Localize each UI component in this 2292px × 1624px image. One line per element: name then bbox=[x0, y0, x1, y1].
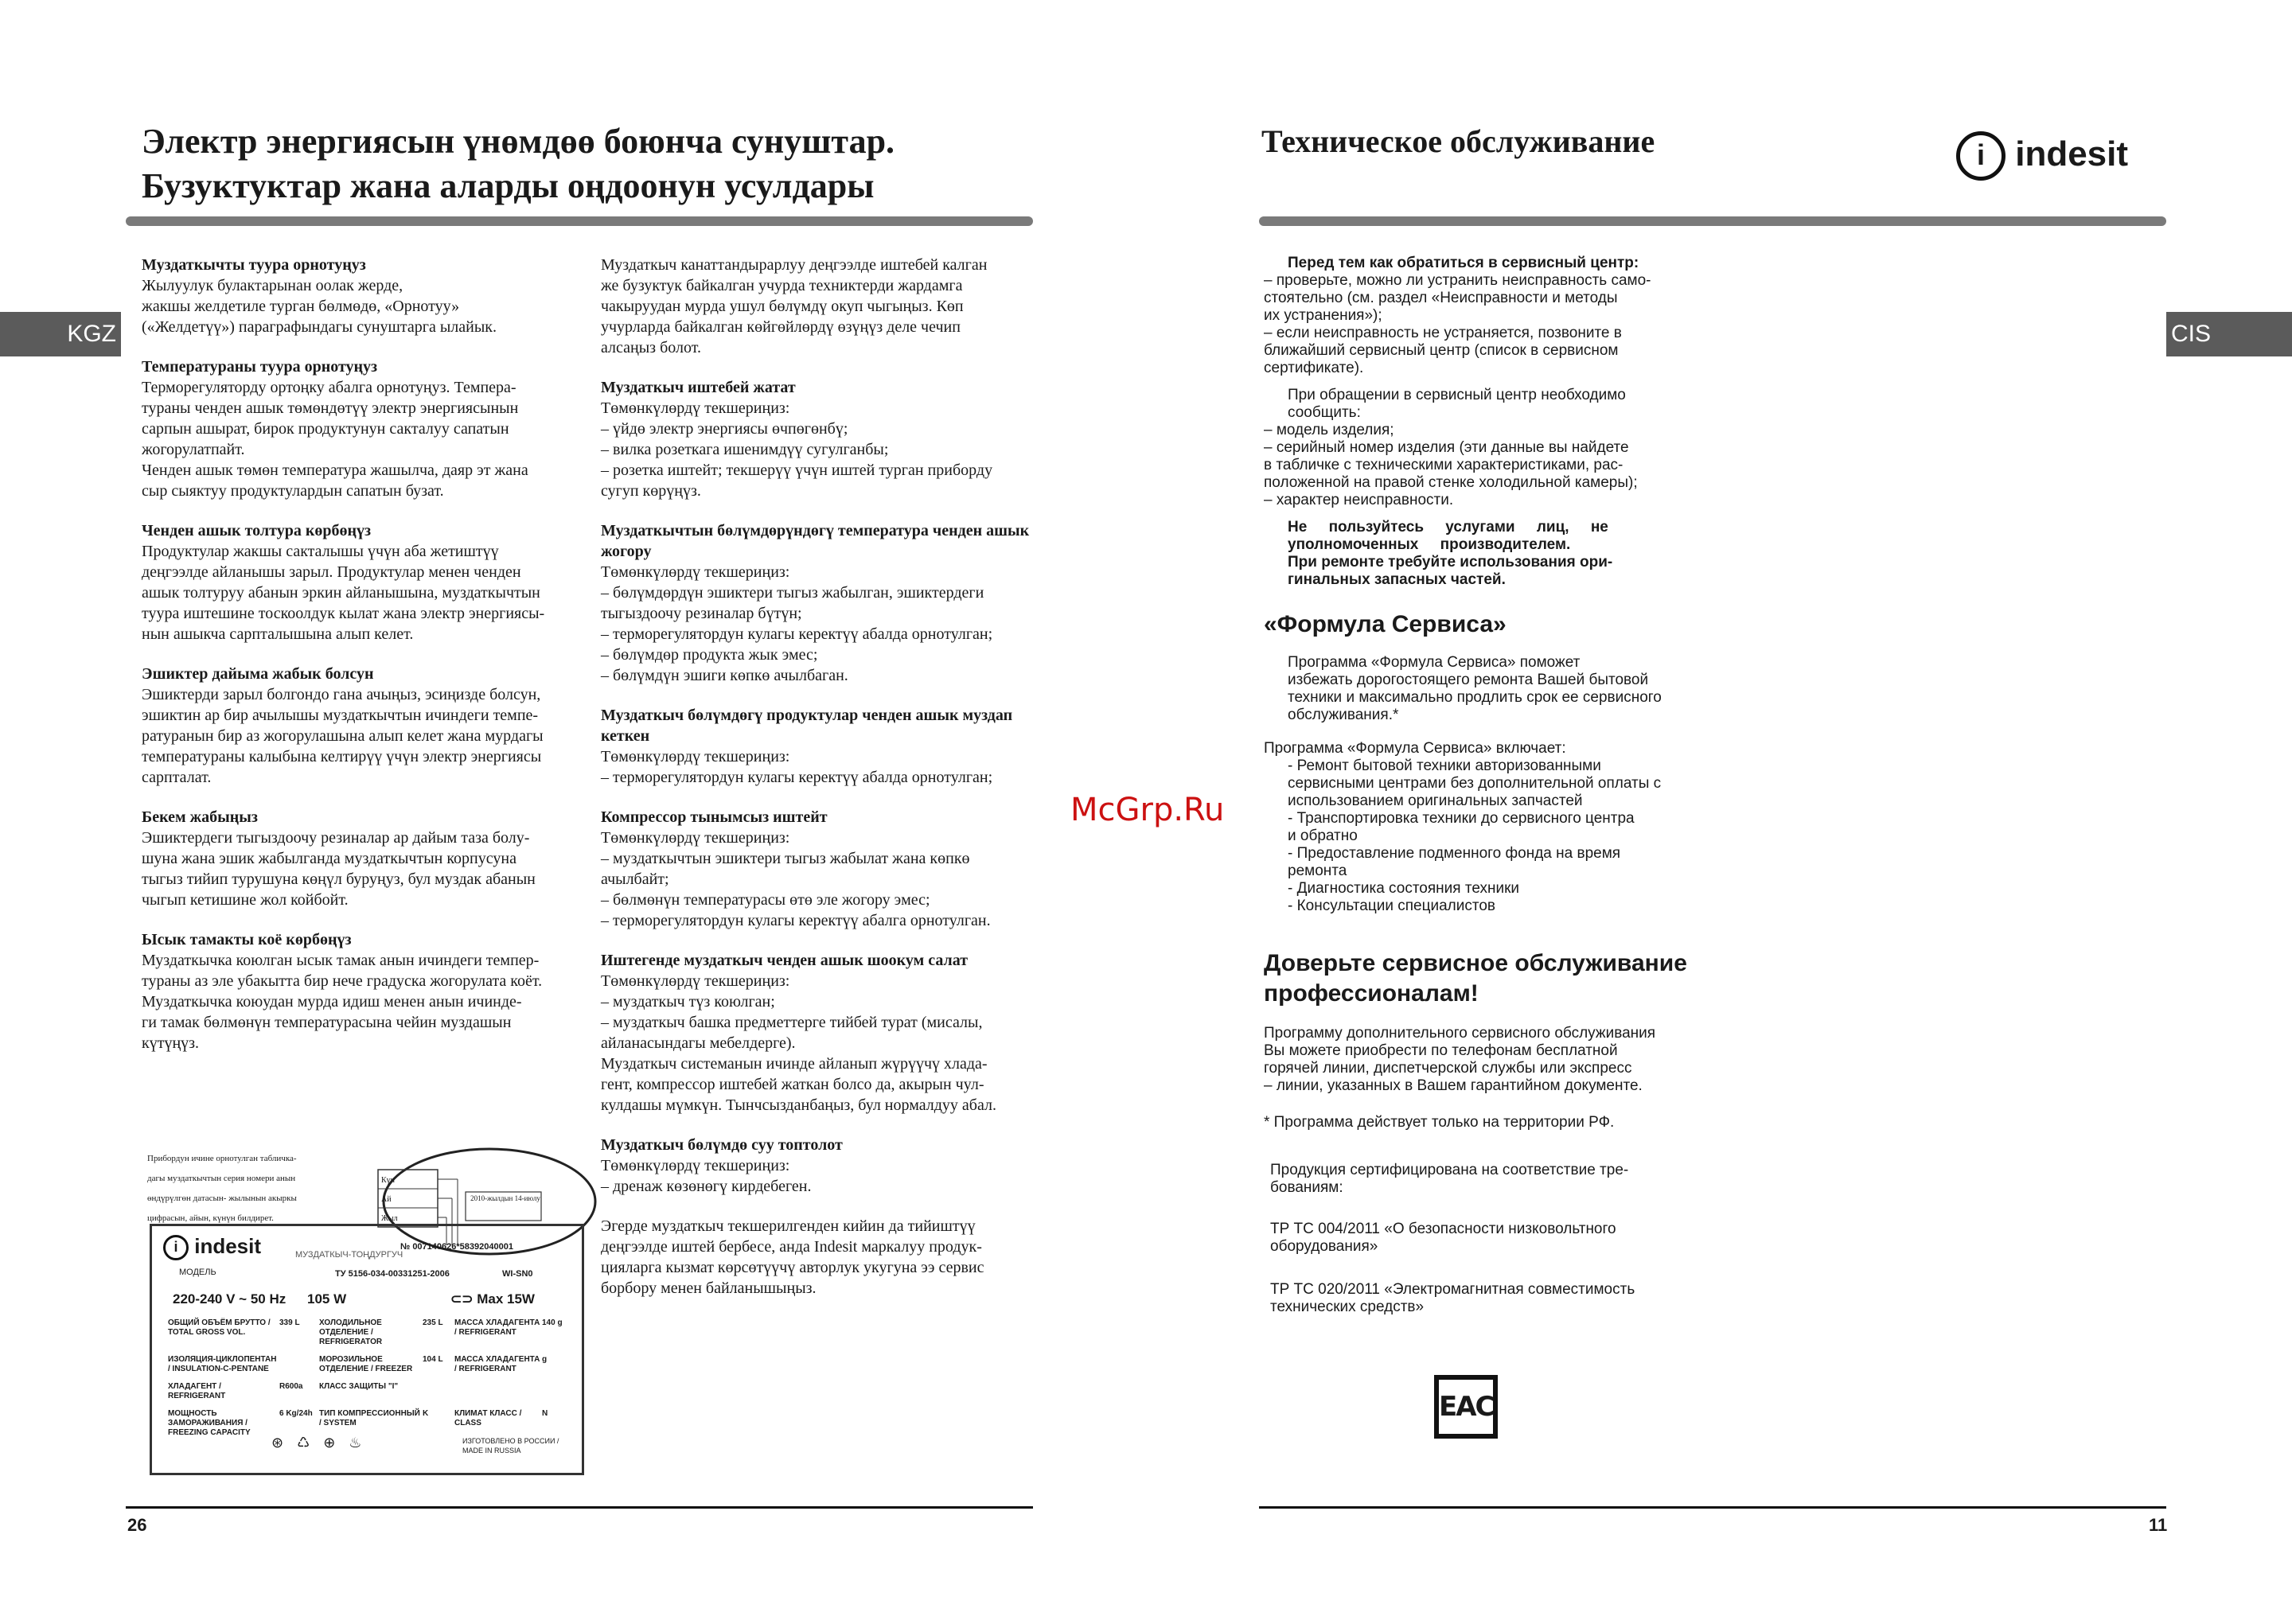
service-center-block: Перед тем как обратиться в сервисный центр: – проверьте, можно ли устранить неисправность само- стоятельно (см. раздел «Неисправности и методы их устранения»); – если неисправность не устраняется, позвоните в ближайший сервисный центр (список в сервисном сертификате). При обращении в сервисный центр необходимо сообщить: – модель изделия; – серийный номер изделия (эти данные вы найдете в табличке с техническими характеристиками, рас- положенной на правой стенке холодильной камеры); – характер неисправности. Не пользуйтесь услугами лиц, не уполномоченных производителем. При ремонте требуйте использования ори- гинальных запасных частей. bbox=[1264, 255, 1679, 589]
right-header-rule bbox=[1259, 216, 2166, 226]
plate-cell: МОРОЗИЛЬНОЕ ОТДЕЛЕНИЕ / FREEZER bbox=[319, 1355, 413, 1373]
trust-line: – линии, указанных в Вашем гарантийном документе. bbox=[1264, 1077, 1643, 1094]
text-line: Продуктулар жакшы сакталышы үчүн аба жетиштүү bbox=[142, 543, 499, 560]
report-item: в табличке с техническими характеристиками, рас- bbox=[1264, 457, 1624, 473]
section-heading: Ысык тамакты коё көрбөңүз bbox=[142, 931, 352, 948]
text-line: Эшиктерди зарыл болгондо гана ачыңыз, эсиңизде болсун, bbox=[142, 686, 541, 703]
section-heading: Ченден ашык толтура көрбөңүз bbox=[142, 522, 372, 539]
text-line: айланасындагы мебелдерге). bbox=[601, 1034, 796, 1052]
plate-cell: 6 Kg/24h bbox=[279, 1409, 313, 1418]
plate-cell: ХЛАДАГЕНТ / REFRIGERANT bbox=[168, 1382, 226, 1400]
text-section bbox=[601, 1135, 1035, 1197]
report-item: – модель изделия; bbox=[1264, 422, 1394, 438]
warning-unauthorized bbox=[1264, 519, 1679, 554]
text-line: Эшиктердеги тыгыздоочу резиналар ар дайым таза болу- bbox=[142, 829, 530, 847]
left-page-title: Электр энергиясын үнөмдөө боюнча сунуштар. Бузуктуктар жана аларды оңдоонун усулдары bbox=[142, 122, 895, 205]
plate-cell: МАССА ХЛАДАГЕНТА / REFRIGERANT bbox=[454, 1355, 540, 1373]
text-line: – бөлүмдөр продукта жык эмес; bbox=[601, 646, 818, 664]
text-line: Ченден ашык төмөн температура жашылча, даяр эт жана bbox=[142, 461, 528, 479]
before-item: – если неисправность не устраняется, позвоните в bbox=[1264, 325, 1622, 341]
text-line: Төмөнкүлөрдү текшериңиз: bbox=[601, 972, 790, 990]
formula-intro bbox=[1264, 654, 1679, 724]
section-heading: Муздаткыч бөлүмдө суу топтолот bbox=[601, 1136, 843, 1154]
report-intro bbox=[1264, 387, 1679, 422]
text-line: сарпын ашырат, бирок продуктунун сакталуу сапатын bbox=[142, 420, 509, 438]
section-heading: Эшиктер дайыма жабык болсун bbox=[142, 665, 374, 683]
text-section bbox=[601, 377, 1035, 501]
formula-heading: «Формула Сервиса» bbox=[1264, 611, 1507, 637]
plate-symbols-icon: ⊛ ♺ ⊕ ♨ bbox=[271, 1435, 367, 1451]
left-column-1 bbox=[142, 255, 575, 1073]
text-line: – муздаткыч түз коюлган; bbox=[601, 993, 775, 1011]
cert-line: Продукция сертифицирована на соответствие тре- bbox=[1270, 1162, 1629, 1178]
text-line: ги тамак бөлмөнүн температурасына чейин муздашын bbox=[142, 1014, 512, 1031]
left-column-2 bbox=[601, 255, 1035, 1318]
cert-intro bbox=[1270, 1162, 1628, 1197]
formula-block: Программа «Формула Сервиса» поможет избежать дорогостоящего ремонта Вашей бытовой техники и максимально продлить срок ее сервисного обслуживания.* Программа «Формула Сервиса» включает: - Ремонт бытовой техники авторизованными сервисными центрами без дополнительной оплаты с использованием оригинальных запчастей - Транспортировка техники до сервисного центра и обратно - Предоставление подменного фонда на время ремонта - Диагностика состояния техники - Консультации специалистов bbox=[1264, 654, 1679, 915]
plate-cell: ТИП КОМПРЕССИОННЫЙ / SYSTEM bbox=[319, 1409, 420, 1427]
text-section bbox=[601, 1216, 1035, 1299]
text-section bbox=[142, 520, 575, 645]
callout-note: 2010-жылдын 14-июлу bbox=[470, 1194, 540, 1202]
text-line: – муздаткычтын эшиктери тыгыз жабылат жана көпкө bbox=[601, 850, 970, 867]
text-section bbox=[142, 664, 575, 788]
text-line: – бөлүмдүн эшиги көпкө ачылбаган. bbox=[601, 667, 848, 684]
plate-cell: K bbox=[423, 1409, 429, 1418]
text-line: туура иштешине тоскоолдук кылат жана электр энергиясы- bbox=[142, 605, 545, 622]
text-line: ашык толтуруу абанын эркин айланышына, муздаткычтын bbox=[142, 584, 540, 602]
section-heading: Муздаткыч иштебей жатат bbox=[601, 379, 796, 396]
plate-cell: КЛИМАТ КЛАСС / CLASS bbox=[454, 1409, 522, 1427]
left-page-number: 26 bbox=[127, 1515, 147, 1535]
text-line: алсаңыз болот. bbox=[601, 339, 701, 356]
text-line: чакыруудан мурда ушул бөлүмдү окуп чыгыңыз. Көп bbox=[601, 298, 964, 315]
formula-intro-line: техники и максимально продлить срок ее сервисного bbox=[1288, 689, 1662, 706]
section-heading: Муздаткычты туура орнотуңуз bbox=[142, 256, 366, 274]
cert-line: оборудования» bbox=[1270, 1238, 1378, 1255]
rating-plate: i indesit МУЗДАТКЫЧ-ТОҢДУРГУЧ № 007140626*58392040001 МОДЕЛЬ ТУ 5156-034-00331251-2006 WI-SN0 220-240 V ~ 50 Hz 105 W ⊂⊃ Max 15W ОБЩИЙ ОБЪЁМ БРУТТО / TOTAL GROSS VOL. 339 L ХОЛОДИЛЬНОЕ ОТДЕЛЕНИЕ / REFRIGERATOR 235 L МАССА ХЛАДАГЕНТА / REFRIGERANT 140 g ИЗОЛЯЦИЯ-ЦИКЛОПЕНТАН / INSULATION-C-PENTANE МОРОЗИЛЬНОЕ ОТДЕЛЕНИЕ / FREEZER 104 L МАССА ХЛАДАГЕНТА / REFRIGERANT g ХЛАДАГЕНТ / REFRIGERANT R600a КЛАСС ЗАЩИТЫ "I" МОЩНОСТЬ ЗАМОРАЖИВАНИЯ / FREEZING CAPACITY 6 Kg/24h ТИП КОМПРЕССИОННЫЙ / SYSTEM K КЛИМАТ КЛАСС / CLASS N ⊛ ♺ ⊕ ♨ ИЗГОТОВЛЕНО В РОССИИ / MADE IN RUSSIA bbox=[150, 1224, 584, 1475]
plate-cell: ХОЛОДИЛЬНОЕ ОТДЕЛЕНИЕ / REFRIGERATOR bbox=[319, 1318, 383, 1346]
plate-cell bbox=[279, 1355, 319, 1374]
trust-line: Программу дополнительного сервисного обслуживания bbox=[1264, 1025, 1656, 1042]
text-line: Муздаткычка коюудан мурда идиш менен анын ичинде- bbox=[142, 993, 522, 1011]
section-heading: Муздаткычтын бөлүмдөрүндөгү температура ченден ашык жогору bbox=[601, 522, 1030, 560]
footnote: * Программа действует только на территории РФ. bbox=[1264, 1114, 1615, 1131]
plate-row bbox=[168, 1318, 574, 1347]
plate-cell: 339 L bbox=[279, 1318, 300, 1327]
text-line: кулдашы мүмкүн. Тынчсызданбаңыз, бул нормалдуу абал. bbox=[601, 1096, 997, 1114]
text-line: Төмөнкүлөрдү текшериңиз: bbox=[601, 748, 790, 765]
text-line: – бөлмөнүн температурасы өтө эле жогору эмес; bbox=[601, 891, 930, 909]
plate-row bbox=[168, 1355, 574, 1374]
report-item: – характер неисправности. bbox=[1264, 492, 1454, 508]
plate-cell: МОЩНОСТЬ ЗАМОРАЖИВАНИЯ / FREEZING CAPACITY bbox=[168, 1409, 251, 1437]
plate-cell: g bbox=[542, 1355, 548, 1364]
text-line: («Желдетүү») параграфындагы сунуштарга ылайык. bbox=[142, 318, 497, 336]
formula-item: - Предоставление подменного фонда на время bbox=[1288, 845, 1621, 862]
text-line: Муздаткычка коюлган ысык тамак анын ичиндеги темпер- bbox=[142, 952, 540, 969]
text-line: нын ашыкча сарпталышына алып келет. bbox=[142, 625, 414, 643]
before-item: ближайший сервисный центр (список в сервисном bbox=[1264, 342, 1619, 359]
text-line: борбору менен байланышыңыз. bbox=[601, 1279, 817, 1297]
text-section bbox=[142, 929, 575, 1053]
text-line: тураны аз эле убакытта бир нече градуска жогорулата коёт. bbox=[142, 972, 543, 990]
text-line: деңгээлде айланышы зарыл. Продуктулар менен ченден bbox=[142, 563, 521, 581]
plate-cell: МАССА ХЛАДАГЕНТА / REFRIGERANT bbox=[454, 1318, 540, 1337]
text-line: Төмөнкүлөрдү текшериңиз: bbox=[601, 829, 790, 847]
text-section bbox=[142, 807, 575, 910]
callout-labels: Күн Ай Жыл bbox=[381, 1176, 398, 1223]
cert-low-voltage bbox=[1270, 1221, 1616, 1256]
warning-line: гинальных запасных частей. bbox=[1288, 571, 1506, 588]
before-items bbox=[1264, 272, 1679, 377]
brand-circle-icon: i bbox=[1956, 131, 2005, 181]
text-line: же бузуктук байкалган учурда техниктерди жардамга bbox=[601, 277, 963, 294]
text-line: цияларга кызмат көрсөтүүчү авторлук укугуна ээ сервис bbox=[601, 1259, 984, 1276]
formula-item: ремонта bbox=[1288, 863, 1347, 879]
report-intro-line: При обращении в сервисный центр необходимо bbox=[1288, 387, 1626, 403]
text-line: сугуп көрүңүз. bbox=[601, 482, 701, 500]
plate-cell: 104 L bbox=[423, 1355, 443, 1364]
caption-line: цифрасын, айын, күнүн билдирет. bbox=[147, 1213, 274, 1223]
text-line: жогорулатпайт. bbox=[142, 441, 245, 458]
formula-item: - Диагностика состояния техники bbox=[1288, 880, 1520, 897]
section-heading: Температураны туура орнотуңуз bbox=[142, 358, 378, 376]
text-section bbox=[601, 950, 1035, 1116]
text-line: ачылбайт; bbox=[601, 870, 669, 888]
cert-line: ТР ТС 004/2011 «О безопасности низковольтного bbox=[1270, 1221, 1616, 1237]
text-line: гент, компрессор иштебей жаткан болсо да, акырын чул- bbox=[601, 1076, 984, 1093]
trust-text bbox=[1264, 1025, 1679, 1095]
section-heading: Бекем жабыңыз bbox=[142, 808, 258, 826]
plate-cell: КЛАСС ЗАЩИТЫ "I" bbox=[319, 1382, 399, 1391]
left-language-tab: KGZ bbox=[0, 312, 121, 356]
formula-item: - Ремонт бытовой техники авторизованными bbox=[1288, 757, 1601, 774]
report-item: положенной на правой стенке холодильной камеры); bbox=[1264, 474, 1638, 491]
section-heading: Компрессор тынымсыз иштейт bbox=[601, 808, 828, 826]
formula-intro-line: Программа «Формула Сервиса» поможет bbox=[1288, 654, 1581, 671]
formula-item: - Транспортировка техники до сервисного центра bbox=[1288, 810, 1635, 827]
caption-line: өндүрүлгөн датасын- жылынын акыркы bbox=[147, 1194, 297, 1203]
cert-line: бованиям: bbox=[1270, 1179, 1343, 1196]
right-brand-logo: i indesit bbox=[1956, 130, 2128, 181]
formula-item: и обратно bbox=[1288, 828, 1358, 844]
text-line: сарпталат. bbox=[142, 769, 212, 786]
text-line: температураны калыбына келтирүү үчүн электр энергиясы bbox=[142, 748, 542, 765]
right-page-title: Техническое обслуживание bbox=[1261, 123, 1655, 159]
plate-cell: 235 L bbox=[423, 1318, 443, 1327]
lamp-power: ⊂⊃ Max 15W bbox=[450, 1291, 535, 1307]
text-section bbox=[142, 255, 575, 337]
cert-line: технических средств» bbox=[1270, 1299, 1425, 1315]
plate-row bbox=[168, 1409, 574, 1438]
text-line: сыр сыяктуу продуктулардын сапатын бузат. bbox=[142, 482, 444, 500]
trust-heading: Доверьте сервисное обслуживание профессионалам! bbox=[1264, 950, 1687, 1007]
brand-circle-icon: i bbox=[163, 1235, 189, 1260]
text-line: Эгерде муздаткыч текшерилгенден кийин да тийиштүү bbox=[601, 1217, 976, 1235]
text-line: – бөлүмдөрдүн эшиктери тыгыз жабылган, эшиктердеги bbox=[601, 584, 984, 602]
warning-line: уполномоченных производителем. bbox=[1288, 536, 1571, 553]
plate-brand-logo: i indesit bbox=[163, 1234, 261, 1260]
eac-mark: EAC bbox=[1434, 1375, 1498, 1439]
before-item: – проверьте, можно ли устранить неисправность само- bbox=[1264, 272, 1651, 289]
trust-line: горячей линии, диспетчерской службы или экспресс bbox=[1264, 1060, 1632, 1077]
caption-line: дагы муздаткычтын серия номери анын bbox=[147, 1174, 296, 1183]
text-line: күтүңүз. bbox=[142, 1034, 200, 1052]
plate-cell: R600a bbox=[279, 1382, 303, 1391]
left-header-rule bbox=[126, 216, 1033, 226]
text-line: учурларда байкалган көйгөйлөрдү өзүңүз деле чечип bbox=[601, 318, 961, 336]
cert-emc bbox=[1270, 1281, 1635, 1316]
text-line: Төмөнкүлөрдү текшериңиз: bbox=[601, 1157, 790, 1174]
text-line: ратуранын бир аз жогорулашына алып келет жана мурдагы bbox=[142, 727, 544, 745]
watermark: McGrp.Ru bbox=[1070, 792, 1225, 828]
text-section bbox=[601, 520, 1035, 686]
text-line: – муздаткыч башка предметтерге тийбей турат (мисалы, bbox=[601, 1014, 983, 1031]
text-line: тураны ченден ашык төмөндөтүү электр энергиясынын bbox=[142, 399, 519, 417]
text-line: тыгыздоочу резиналар бүтүн; bbox=[601, 605, 802, 622]
text-line: шуна жана эшик жабылганда муздаткычтын корпусуна bbox=[142, 850, 516, 867]
text-line: деңгээлде иштей бербесе, анда Indesit маркалуу продук- bbox=[601, 1238, 982, 1256]
formula-item: - Консультации специалистов bbox=[1288, 898, 1496, 914]
plate-cell bbox=[423, 1382, 454, 1401]
before-item: сертификате). bbox=[1264, 360, 1364, 376]
plate-cell: ИЗОЛЯЦИЯ-ЦИКЛОПЕНТАН / INSULATION-C-PENTANE bbox=[168, 1355, 277, 1373]
text-section bbox=[142, 356, 575, 501]
text-line: – вилка розеткага ишенимдүү сугулганбы; bbox=[601, 441, 889, 458]
trust-line: Вы можете приобрести по телефонам бесплатной bbox=[1264, 1042, 1618, 1059]
formula-item: сервисными центрами без дополнительной оплаты с bbox=[1288, 775, 1662, 792]
report-item: – серийный номер изделия (эти данные вы найдете bbox=[1264, 439, 1629, 456]
plate-spec-rows bbox=[168, 1318, 574, 1446]
text-line: Төмөнкүлөрдү текшериңиз: bbox=[601, 399, 790, 417]
report-intro-line: сообщить: bbox=[1288, 404, 1361, 421]
text-line: – терморегулятордун кулагы керектүү абалда орнотулган; bbox=[601, 769, 993, 786]
formula-items bbox=[1264, 757, 1679, 915]
text-line: Төмөнкүлөрдү текшериңиз: bbox=[601, 563, 790, 581]
text-line: – үйдө электр энергиясы өчпөгөнбү; bbox=[601, 420, 848, 438]
text-line: Муздаткыч канаттандырарлуу деңгээлде иштебей калган bbox=[601, 256, 988, 274]
plate-row bbox=[168, 1382, 574, 1401]
right-footer-rule bbox=[1259, 1506, 2166, 1509]
formula-item: использованием оригинальных запчастей bbox=[1288, 793, 1583, 809]
formula-intro-line: избежать дорогостоящего ремонта Вашей бытовой bbox=[1288, 672, 1649, 688]
cert-line: ТР ТС 020/2011 «Электромагнитная совместимость bbox=[1270, 1281, 1635, 1298]
section-heading: Муздаткыч бөлүмдөгү продуктулар ченден ашык муздап кеткен bbox=[601, 707, 1013, 745]
text-line: Жылуулук булактарынан оолак жерде, bbox=[142, 277, 403, 294]
text-line: Терморегуляторду ортоңку абалга орнотуңуз. Темпера- bbox=[142, 379, 516, 396]
text-section bbox=[601, 255, 1035, 358]
before-item: стоятельно (см. раздел «Неисправности и методы bbox=[1264, 290, 1618, 306]
right-language-tab: CIS bbox=[2166, 312, 2292, 356]
warning-line: При ремонте требуйте использования ори- bbox=[1288, 554, 1613, 571]
warning-original-parts bbox=[1264, 554, 1679, 589]
text-line: Муздаткыч системанын ичинде айланып жүрүүчү хлада- bbox=[601, 1055, 988, 1073]
left-footer-rule bbox=[126, 1506, 1033, 1509]
plate-cell bbox=[454, 1382, 542, 1401]
report-items bbox=[1264, 422, 1679, 509]
section-heading: Иштегенде муздаткыч ченден ашык шоокум салат bbox=[601, 952, 969, 969]
text-section bbox=[601, 705, 1035, 788]
plate-cell bbox=[542, 1382, 574, 1401]
warning-line: Не пользуйтесь услугами лиц, не bbox=[1288, 519, 1608, 535]
text-line: жакшы желдетиле турган бөлмөдө, «Орнотуу» bbox=[142, 298, 460, 315]
plate-cell: N bbox=[542, 1409, 548, 1418]
caption-line: Прибордун ичине орнотулган табличка- bbox=[147, 1154, 297, 1163]
text-line: – терморегулятордун кулагы керектүү абалда орнотулган; bbox=[601, 625, 993, 643]
text-line: чыгып кетишине жол койбойт. bbox=[142, 891, 349, 909]
text-line: эшиктин ар бир ачылышы муздаткычтын ичиндеги темпе- bbox=[142, 707, 539, 724]
plate-cell: 140 g bbox=[542, 1318, 563, 1327]
right-page-number: 11 bbox=[2149, 1515, 2168, 1535]
text-section bbox=[601, 807, 1035, 931]
formula-intro-line: обслуживания.* bbox=[1288, 707, 1399, 723]
before-item: их устранения»); bbox=[1264, 307, 1382, 324]
text-line: тыгыз тийип турушуна көңүл буруңуз, бул муздак абанын bbox=[142, 870, 536, 888]
text-line: – терморегулятордун кулагы керектүү абалга орнотулган. bbox=[601, 912, 991, 929]
text-line: – розетка иштейт; текшерүү үчүн иштей турган приборду bbox=[601, 461, 993, 479]
plate-cell: ОБЩИЙ ОБЪЁМ БРУТТО / TOTAL GROSS VOL. bbox=[168, 1318, 271, 1337]
text-line: – дренаж көзөнөгү кирдебеген. bbox=[601, 1178, 812, 1195]
